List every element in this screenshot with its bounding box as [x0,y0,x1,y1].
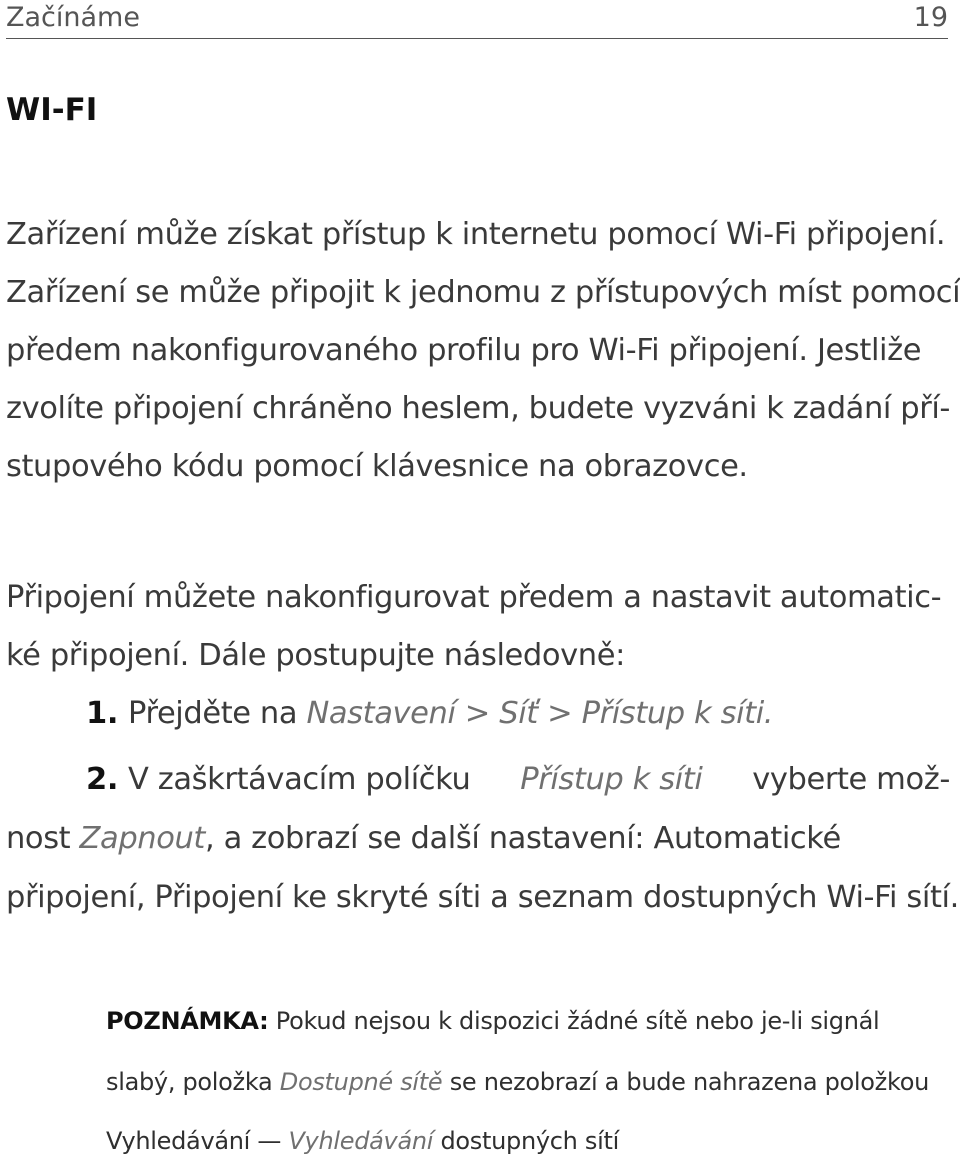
note-text: dostupných sítí [440,1127,619,1155]
step-text: nost [6,821,71,856]
intro-paragraph [6,206,960,496]
page-header [6,0,948,39]
note-line-1 [106,990,948,1052]
paragraph-line: Připojení můžete nakonfigurovat předem a nastavit automatic- [6,580,942,615]
setting-name: Přístup k síti [520,762,703,797]
step-2-line-1 [86,751,950,809]
step-text: Přejděte na [128,696,298,731]
note-text: Pokud nejsou k dispozici žádné sítě nebo je-li signál [275,1007,880,1035]
page-number: 19 [913,2,948,33]
step-text: vyberte mož- [752,762,950,797]
note-line-3 [106,1110,948,1172]
setup-paragraph [6,569,950,685]
settings-path: Nastavení > Síť > Přístup k síti. [306,696,774,731]
paragraph-line: zvolíte připojení chráněno heslem, budete vyzváni k zadání pří- [6,391,951,426]
step-number: 1. [86,696,119,731]
note-text: slabý, položka [106,1068,273,1096]
step-2-line-2 [6,810,950,868]
step-2-line-3 [6,869,959,927]
note-line-2 [106,1051,948,1113]
note-text: Vyhledávání — [106,1127,282,1155]
step-text: , a zobrazí se další nastavení: Automatické [204,821,841,856]
note-text: se nezobrazí a bude nahrazena položkou [449,1068,929,1096]
step-text: připojení, Připojení ke skryté síti a seznam dostupných Wi-Fi sítí. [6,880,959,915]
paragraph-line: předem nakonfigurovaného profilu pro Wi-Fi připojení. Jestliže [6,333,922,368]
paragraph-line: Zařízení se může připojit k jednomu z přístupových míst pomocí [6,275,960,310]
option-name: Zapnout [79,821,205,856]
paragraph-line: stupového kódu pomocí klávesnice na obrazovce. [6,449,748,484]
section-title: WI-FI [6,92,98,128]
step-text: V zaškrtávacím políčku [128,762,471,797]
paragraph-line: ké připojení. Dále postupujte následovně: [6,638,625,673]
chapter-title: Začínáme [6,2,140,33]
note-item: Vyhledávání [288,1127,434,1155]
paragraph-line: Zařízení může získat přístup k internetu pomocí Wi-Fi připojení. [6,217,946,252]
step-number: 2. [86,762,119,797]
note-label: POZNÁMKA: [106,1007,269,1035]
step-1 [86,685,773,743]
note-item: Dostupné sítě [279,1068,443,1096]
